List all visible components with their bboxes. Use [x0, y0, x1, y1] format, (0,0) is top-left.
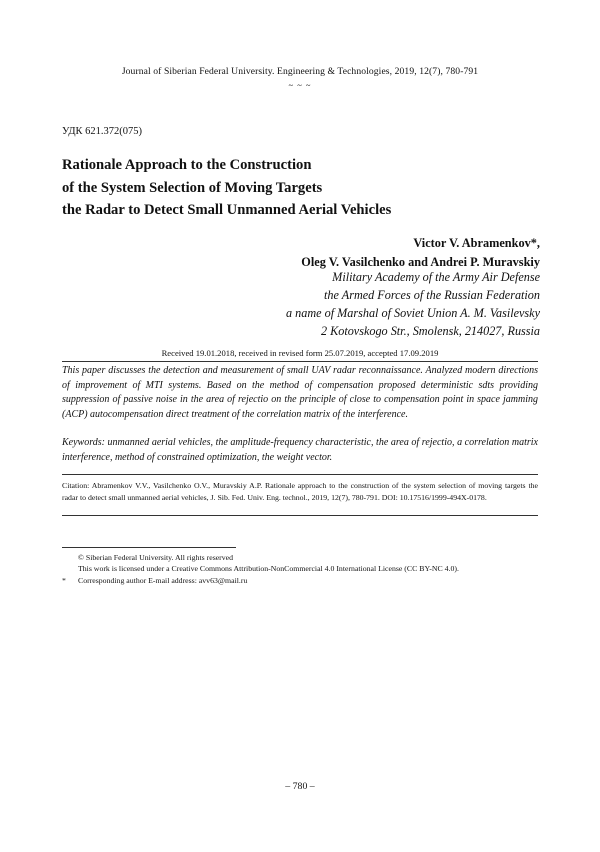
title-line-3: the Radar to Detect Small Unmanned Aerial Vehicles: [62, 202, 392, 218]
udk-code: УДК 621.372(075): [62, 126, 143, 137]
rule-top: [62, 361, 538, 362]
footnote-rule: [62, 547, 236, 548]
article-title: [62, 154, 542, 222]
title-line-2: of the System Selection of Moving Targets: [62, 179, 323, 196]
rule-mid: [62, 474, 538, 475]
affiliation: [286, 268, 540, 340]
page-number: – 780 –: [285, 781, 315, 792]
authors-line-1: Victor V. Abramenkov*,: [413, 236, 540, 250]
received-dates: Received 19.01.2018, received in revised form 25.07.2019, accepted 17.09.2019: [161, 348, 439, 358]
keywords: Keywords: unmanned aerial vehicles, the amplitude-frequency characteristic, the area of rejectio, a correlation matrix interference, method of constrained optimization, the weight vector.: [62, 437, 538, 463]
asterisk-mark: *: [62, 576, 66, 585]
header-ornament: ~ ~ ~: [288, 80, 312, 90]
license-text: This work is licensed under a Creative Commons Attribution-NonCommercial 4.0 International License (CC BY-NC 4.0).: [78, 564, 459, 573]
footnote-license: [62, 563, 459, 575]
citation: Citation: Abramenkov V.V., Vasilchenko O.V., Muravskiy A.P. Rationale approach to the construction of the system selection of moving targets the radar to detect small unmanned aerial vehicles, J. Sib. Fed. Univ. Eng. technol., 2019, 12(7), 780-791. DOI: 10.17516/1999-494X-0178.: [62, 481, 538, 502]
corresponding-text: Corresponding author E-mail address: avv63@mail.ru: [78, 576, 248, 585]
footnote-copyright: [62, 552, 233, 564]
footnote-corresponding: [62, 575, 247, 587]
affiliation-line-3: a name of Marshal of Soviet Union A. M. Vasilevsky: [286, 306, 540, 320]
affiliation-line-2: the Armed Forces of the Russian Federation: [324, 288, 540, 302]
title-line-1: Rationale Approach to the Construction: [62, 157, 312, 173]
authors-line-2: Oleg V. Vasilchenko and Andrei P. Muravskiy: [301, 254, 540, 269]
rule-bottom: [62, 515, 538, 516]
affiliation-line-4: 2 Kotovskogo Str., Smolensk, 214027, Russia: [320, 324, 540, 338]
journal-header: Journal of Siberian Federal University. Engineering & Technologies, 2019, 12(7), 780-791: [121, 66, 479, 77]
abstract: This paper discusses the detection and measurement of small UAV radar reconnaissance. Analyzed modern directions of improvement of MTI systems. Based on the method of compensation proposed deterministic sdts providing suppression of passive noise in the area of rejectio on the principle of close to compensation point in space jamming (ACP) autocompensation direct treatment of the correlation matrix of the interference.: [62, 365, 538, 420]
authors: [301, 234, 540, 271]
affiliation-line-1: Military Academy of the Army Air Defense: [332, 270, 540, 284]
copyright-text: © Siberian Federal University. All rights reserved: [78, 553, 234, 562]
